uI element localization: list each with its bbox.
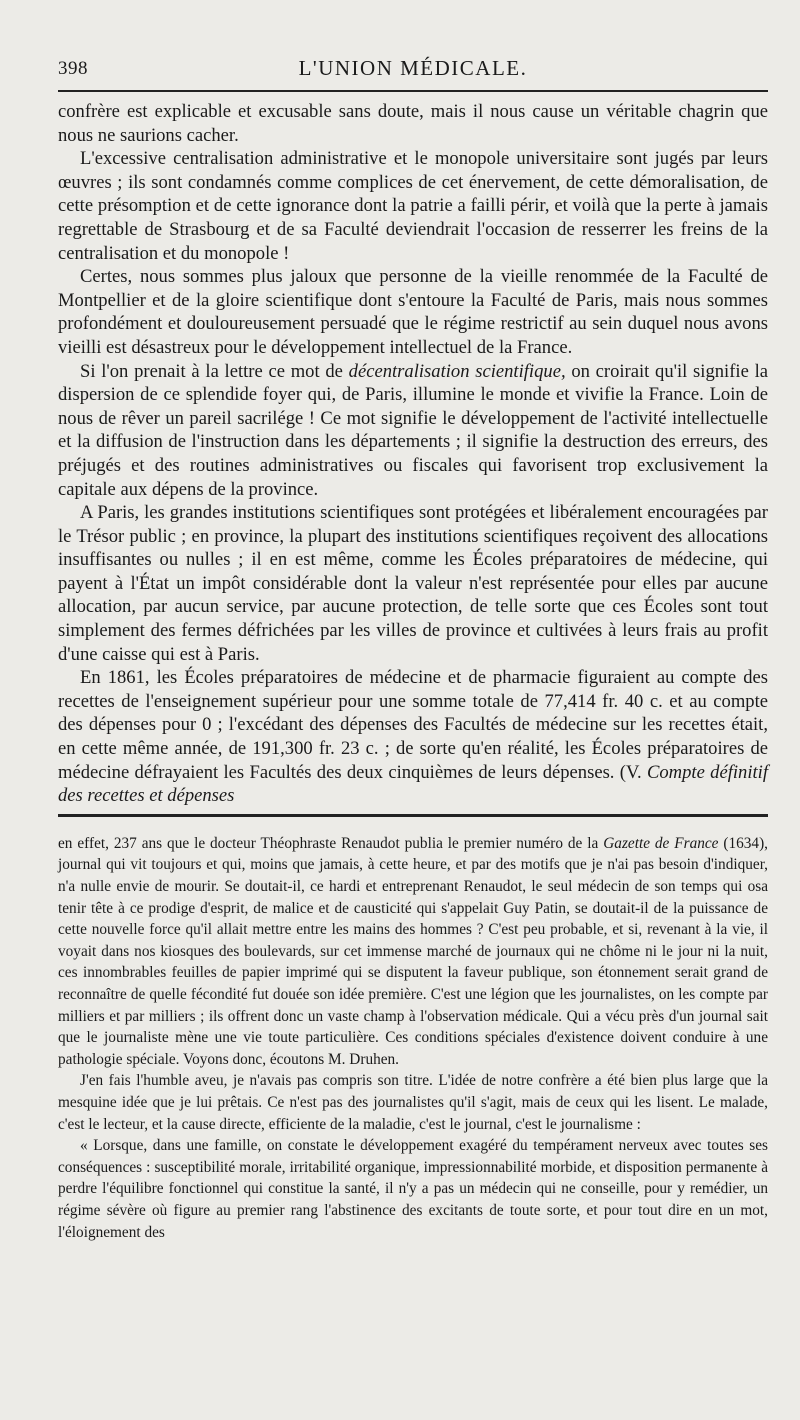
paragraph — [58, 833, 768, 1071]
paragraph: J'en fais l'humble aveu, je n'avais pas compris son titre. L'idée de notre confrère a été bien plus large que la mesquine idée que je lui prêtais. Ce n'est pas des journalistes qu'il s'agit, mais de ceux qui les lisent. Le malade, c'est le lecteur, et la cause directe, efficiente de la maladie, c'est le journal, c'est le journalisme : — [58, 1072, 768, 1133]
header-rule — [58, 90, 768, 92]
page-number: 398 — [58, 58, 88, 79]
running-title: L'UNION MÉDICALE. — [298, 56, 528, 80]
paragraph-text: Si l'on prenait à la lettre ce mot de — [80, 360, 349, 382]
paragraph-text: en effet, 237 ans que le docteur Théophraste Renaudot publia le premier numéro de la — [58, 834, 604, 852]
paragraph: L'excessive centralisation administrative et le monopole universitaire sont jugés par leurs œuvres ; ils sont condamnés comme complices de cet énervement, de cette démoralisation, de cette présomption et de cette ignorance dont la patrie a failli périr, et voilà que la perte à jamais regrettable de Strasbourg et de sa Faculté deviendrait l'occasion de resserrer les freins de la centralisation et du monopole ! — [58, 148, 768, 264]
main-text — [58, 90, 768, 808]
paragraph-text: on croirait qu'il signifie la dispersion de ce splendide foyer qui, de Paris, illumine le monde et vivifie la France. Loin de nous de rêver un pareil sacrilége ! Ce mot signifie le développement de l'activité intellectuelle et la diffusion de l'instruction dans les départements ; il signifie la destruction des erreurs, des préjugés et des routines administratives ou fiscales qui favorisent trop exclusivement la capitale aux dépens de la province. — [58, 360, 768, 500]
paragraph: confrère est explicable et excusable sans doute, mais il nous cause un véritable chagrin que nous ne saurions cacher. — [58, 101, 768, 146]
paragraph — [58, 666, 768, 808]
emphasis: décentralisation scientifique, — [348, 360, 566, 382]
paragraph — [58, 360, 768, 502]
emphasis: Gazette de France — [603, 834, 719, 852]
paragraph: Certes, nous sommes plus jaloux que personne de la vieille renommée de la Faculté de Montpellier et de la gloire scientifique dont s'entoure la Faculté de Paris, mais nous sommes profondément et douloureusement persuadé que le régime restrictif au sein duquel nous avons vieilli est désastreux pour le développement intellectuel de la France. — [58, 266, 768, 358]
paragraph-text: (1634), journal qui vit toujours et qui, moins que jamais, à cette heure, et par des motifs que je n'ai pas besoin d'indiquer, n'a nulle envie de mourir. Se doutait-il, ce hardi et entreprenant Renaudot, le seul médecin de son temps qui osa tenir tête à ce prodige d'esprit, de malice et de causticité qui s'appelait Guy Patin, se doutait-il de la puissance de cette nouvelle force qu'il allait mettre entre les mains des hommes ? C'est peu probable, et si, revenant à la vie, il voyait dans nos kiosques des boulevards, sur cet immense marché de journaux qui ne chôme ni le jour ni la nuit, ces innombrables feuilles de papier imprimé qui se disputent la faveur publique, son étonnement serait grand de reconnaître de quelle fécondité fut douée son idée première. C'est une légion que les journalistes, on les compte par milliers et par milliers ; ils offrent donc un vaste champ à l'observation médicale. Qui a vécu près d'un journal sait que le journaliste mène une vie toute particulière. Ces conditions spéciales d'existence doivent conduire à une pathologie spéciale. Voyons donc, écoutons M. Druhen. — [58, 834, 768, 1068]
feuilleton-text — [58, 833, 768, 1243]
paragraph: « Lorsque, dans une famille, on constate le développement exagéré du tempérament nerveux avec toutes ses conséquences : susceptibilité morale, irritabilité organique, impressionnabilité morbide, et disposition permanente à perdre l'équilibre fonctionnel qui constitue la santé, il n'y a pas un médecin qui ne conseille, pour y remédier, un régime sévère où figure au premier rang l'abstinence des excitants de toute sorte, et pour tout dire en un mot, l'éloignement des — [58, 1137, 768, 1241]
footnote-rule — [58, 814, 768, 817]
paragraph-text: En 1861, les Écoles préparatoires de médecine et de pharmacie figuraient au compte des recettes de l'enseignement supérieur pour une somme totale de 77,414 fr. 40 c. et au compte des dépenses pour 0 ; l'excédant des dépenses des Facultés de médecine sur les recettes était, en cette même année, de 191,300 fr. 23 c. ; de sorte qu'en réalité, les Écoles préparatoires de médecine défrayaient les Facultés des deux cinquièmes de leurs dépenses. (V. — [58, 667, 768, 783]
emphasis: Compte définitif des recettes et dépenses — [58, 761, 768, 807]
paragraph: A Paris, les grandes institutions scientifiques sont protégées et libéralement encouragées par le Trésor public ; en province, la plupart des institutions scientifiques reçoivent des allocations insuffisantes ou nulles ; il en est même, comme les Écoles préparatoires de médecine, qui payent à l'État un impôt considérable dont la valeur n'est représentée pour elles par aucune allocation, par aucun service, par aucune protection, de telle sorte que ces Écoles sont tout simplement des fermes défrichées par les villes de province et cultivées à leurs frais au profit d'une caisse qui est à Paris. — [58, 502, 768, 665]
page-header — [58, 0, 768, 90]
